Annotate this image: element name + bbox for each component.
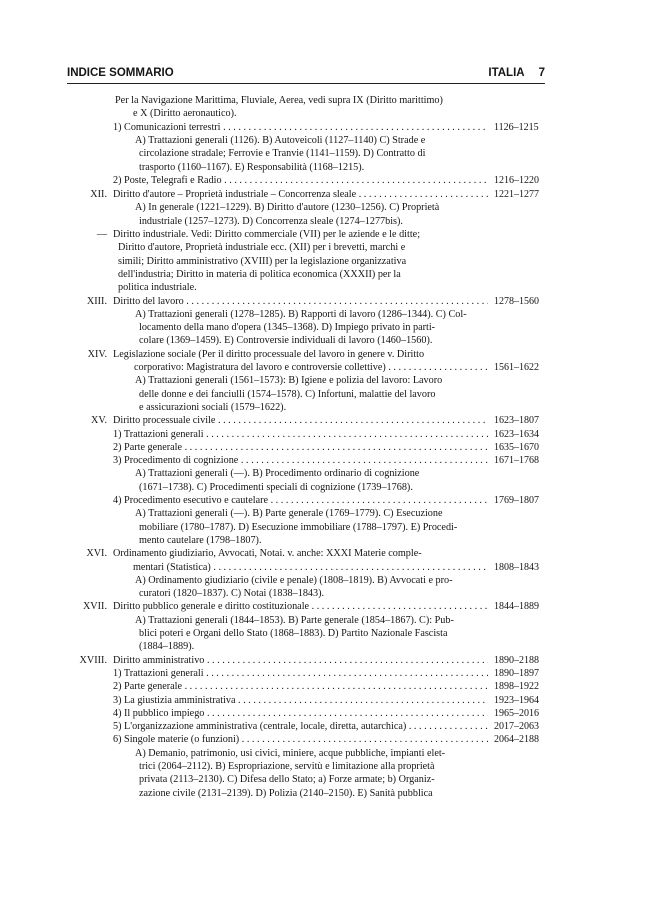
toc-line	[113, 733, 488, 747]
toc-entry-text: e assicurazioni sociali (1579–1622).	[139, 402, 287, 413]
toc-line	[113, 680, 488, 694]
toc-line	[135, 614, 454, 628]
toc-line	[135, 467, 419, 481]
toc-entry-text: Ordinamento giudiziario, Avvocati, Notai. v. anche: XXXI Materie comple-	[113, 548, 422, 559]
toc-entry-text: (1884–1889).	[139, 641, 195, 652]
toc-entry-text: 2) Parte generale . . .	[113, 441, 488, 455]
header-right	[488, 67, 545, 79]
toc-entry-text: mento cautelare (1798–1807).	[139, 535, 262, 546]
toc-line	[139, 388, 435, 402]
toc-entry-text: 2) Parte generale . . .	[113, 680, 488, 694]
page-range: 1890–2188	[494, 655, 539, 666]
page-range: 1844–1889	[494, 601, 539, 612]
page-range: 1561–1622	[494, 362, 539, 373]
toc-entry-text: Diritto amministrativo . . .	[113, 654, 488, 668]
toc-entry-text: A) Demanio, patrimonio, usi civici, miniere, acque pubbliche, impianti elet-	[135, 748, 446, 759]
toc-line	[139, 334, 432, 348]
toc-line	[113, 667, 488, 681]
toc-line	[139, 627, 447, 641]
section-number: XVIII.	[79, 655, 107, 666]
toc-entry-text: zazione civile (2131–2139). D) Polizia (2140–2150). E) Sanità pubblica	[139, 788, 433, 799]
toc-entry-text: A) Ordinamento giudiziario (civile e penale) (1808–1819). B) Avvocati e pro-	[135, 575, 453, 586]
toc-entry-text: corporativo: Magistratura del lavoro e controversie collettive) . . .	[134, 361, 488, 375]
page-range: 1623–1634	[494, 429, 539, 440]
toc-entry-text: 4) Il pubblico impiego . . .	[113, 707, 488, 721]
page-range: 1808–1843	[494, 562, 539, 573]
toc-line	[91, 414, 488, 428]
toc-entry-text: 2) Poste, Telegrafi e Radio . . .	[113, 174, 488, 188]
toc-entry-text: politica industriale.	[118, 282, 197, 293]
toc-entry-text: mobiliare (1780–1787). D) Esecuzione immobiliare (1788–1797). E) Procedi-	[139, 522, 458, 533]
toc-entry-text: blici poteri e Organi dello Stato (1868–1883). D) Partito Nazionale Fascista	[139, 628, 448, 639]
toc-entry-text: privata (2113–2130). C) Difesa dello Stato; a) Forze armate; b) Organiz-	[139, 774, 435, 785]
section-number: XVII.	[82, 601, 107, 612]
toc-line	[113, 441, 488, 455]
toc-line	[139, 787, 433, 801]
toc-line	[139, 215, 403, 229]
toc-entry-text: Per la Navigazione Marittima, Fluviale, Aerea, vedi supra IX (Diritto marittimo)	[115, 95, 443, 106]
toc-line	[139, 161, 364, 175]
running-header	[67, 67, 545, 83]
toc-line	[139, 521, 457, 535]
toc-entry-text: Diritto d'autore, Proprietà industriale ecc. (XII) per i brevetti, marchi e	[118, 242, 406, 253]
page-range: 1671–1768	[494, 455, 539, 466]
toc-entry-text: e X (Diritto aeronautico).	[133, 108, 237, 119]
toc-line	[135, 308, 467, 322]
toc-line	[118, 255, 406, 269]
toc-entry-text: Diritto d'autore – Proprietà industriale – Concorrenza sleale . . .	[113, 188, 488, 202]
toc-line	[113, 694, 488, 708]
toc-entry-text: industriale (1257–1273). D) Concorrenza sleale (1274–1277bis).	[139, 216, 403, 227]
toc-entry-text: Diritto pubblico generale e diritto costituzionale . . .	[113, 600, 488, 614]
toc-line	[118, 268, 401, 282]
section-number: XVI.	[86, 548, 107, 559]
toc-entry-text: mentari (Statistica) . . .	[133, 561, 488, 575]
page-range: 1278–1560	[494, 296, 539, 307]
page-range: 1126–1215	[494, 122, 539, 133]
toc-entry-text: Diritto del lavoro . . .	[113, 295, 488, 309]
toc-line	[113, 174, 488, 188]
toc-entry-text: A) Trattazioni generali (—). B) Procedimento ordinario di cognizione	[135, 468, 420, 479]
toc-entry-text: 1) Trattazioni generali . . .	[113, 667, 488, 681]
toc-entry-text: trici (2064–2112). B) Espropriazione, servitù e limitazione alla proprietà	[139, 761, 435, 772]
page-range: 1623–1807	[494, 415, 539, 426]
header-title: INDICE SOMMARIO	[67, 67, 174, 79]
toc-entry-text: Legislazione sociale (Per il diritto processuale del lavoro in genere v. Diritto	[113, 349, 425, 360]
toc-entry-text: A) Trattazioni generali (1561–1573): B) Igiene e polizia del lavoro: Lavoro	[135, 375, 443, 386]
toc-line	[118, 241, 405, 255]
toc-line	[82, 600, 488, 614]
page-range: 1923–1964	[494, 695, 539, 706]
toc-line	[133, 107, 237, 121]
toc-line	[87, 348, 425, 362]
toc-line	[139, 587, 324, 601]
toc-entry-text: 6) Singole materie (o funzioni) . . .	[113, 733, 488, 747]
page-range: 2017–2063	[494, 721, 539, 732]
toc-entry-text: A) Trattazioni generali (1844–1853). B) Parte generale (1854–1867). C): Pub-	[135, 615, 454, 626]
section-number: XII.	[90, 189, 107, 200]
toc-entry-text: A) In generale (1221–1229). B) Diritto d'autore (1230–1256). C) Proprietà	[135, 202, 440, 213]
toc-line	[135, 507, 443, 521]
toc-line	[86, 295, 488, 309]
toc-line	[139, 401, 286, 415]
toc-entry-text: curatori (1820–1837). C) Notai (1838–1843).	[139, 588, 325, 599]
toc-entry-text: 4) Procedimento esecutivo e cautelare . . .	[113, 494, 488, 508]
toc-entry-text: simili; Diritto amministrativo (XVIII) per la legislazione organizzativa	[118, 256, 407, 267]
toc-line	[133, 561, 488, 575]
page-number: 7	[538, 67, 545, 79]
header-country: ITALIA	[488, 67, 525, 79]
toc-entry-text: delle donne e dei fanciulli (1574–1578). C) Infortuni, malattie del lavoro	[139, 389, 436, 400]
toc-entry-text: 3) Procedimento di cognizione . . .	[113, 454, 488, 468]
toc-entry-text: trasporto (1160–1167). E) Responsabilità (1168–1215).	[139, 162, 365, 173]
toc-line	[79, 654, 488, 668]
section-number: XIV.	[87, 349, 107, 360]
page-range: 1769–1807	[494, 495, 539, 506]
toc-entry-text: A) Trattazioni generali (—). B) Parte generale (1769–1779). C) Esecuzione	[135, 508, 443, 519]
toc-line	[113, 121, 488, 135]
toc-entry-text: A) Trattazioni generali (1126). B) Autoveicoli (1127–1140) C) Strade e	[135, 135, 426, 146]
toc-line	[134, 361, 488, 375]
toc-entry-text: circolazione stradale; Ferrovie e Tranvie (1141–1159). D) Contratto di	[139, 148, 426, 159]
toc-line	[135, 574, 453, 588]
page-range: 2064–2188	[494, 734, 539, 745]
toc-entry-text: 1) Comunicazioni terrestri . . .	[113, 121, 488, 135]
toc-entry-text: A) Trattazioni generali (1278–1285). B) Rapporti di lavoro (1286–1344). C) Col-	[135, 309, 467, 320]
toc-line	[135, 201, 439, 215]
section-number: —	[96, 229, 107, 240]
toc-line	[139, 760, 435, 774]
toc-line	[139, 147, 425, 161]
page-range: 1965–2016	[494, 708, 539, 719]
toc-line	[135, 747, 445, 761]
toc-line	[139, 534, 262, 548]
toc-entry-text: 5) L'organizzazione amministrativa (centrale, locale, diretta, autarchica) . . .	[113, 720, 488, 734]
toc-line	[113, 428, 488, 442]
page-range: 1635–1670	[494, 442, 539, 453]
toc-line	[113, 494, 488, 508]
page-range: 1216–1220	[494, 175, 539, 186]
toc-entry-text: 3) La giustizia amministrativa . . .	[113, 694, 488, 708]
toc-line	[113, 454, 488, 468]
page-range: 1898–1922	[494, 681, 539, 692]
toc-line	[139, 321, 435, 335]
toc-entry-text: 1) Trattazioni generali . . .	[113, 428, 488, 442]
toc-line	[118, 281, 197, 295]
toc-entry-text: Diritto industriale. Vedi: Diritto commerciale (VII) per le aziende e le ditte;	[113, 229, 421, 240]
toc-entry-text: colare (1369–1459). E) Controversie individuali di lavoro (1460–1560).	[139, 335, 433, 346]
toc-line	[135, 134, 425, 148]
toc-entry-text: locamento della mano d'opera (1345–1368). D) Impiego privato in parti-	[139, 322, 436, 333]
toc-entry-text: (1671–1738). C) Procedimenti speciali di cognizione (1739–1768).	[139, 482, 413, 493]
toc-entry-text: Diritto processuale civile . . .	[113, 414, 488, 428]
toc-entry-text: dell'industria; Diritto in materia di politica economica (XXXII) per la	[118, 269, 401, 280]
page-range: 1221–1277	[494, 189, 539, 200]
toc-line	[139, 640, 194, 654]
section-number: XIII.	[86, 296, 107, 307]
toc-line	[139, 481, 413, 495]
toc-line	[115, 94, 443, 108]
toc-line	[86, 547, 422, 561]
toc-line	[135, 374, 442, 388]
section-number: XV.	[91, 415, 107, 426]
page-range: 1890–1897	[494, 668, 539, 679]
header-rule	[67, 83, 545, 84]
toc-line	[113, 720, 488, 734]
toc-line	[90, 188, 488, 202]
toc-line	[96, 228, 421, 242]
toc-line	[139, 773, 435, 787]
toc-line	[113, 707, 488, 721]
